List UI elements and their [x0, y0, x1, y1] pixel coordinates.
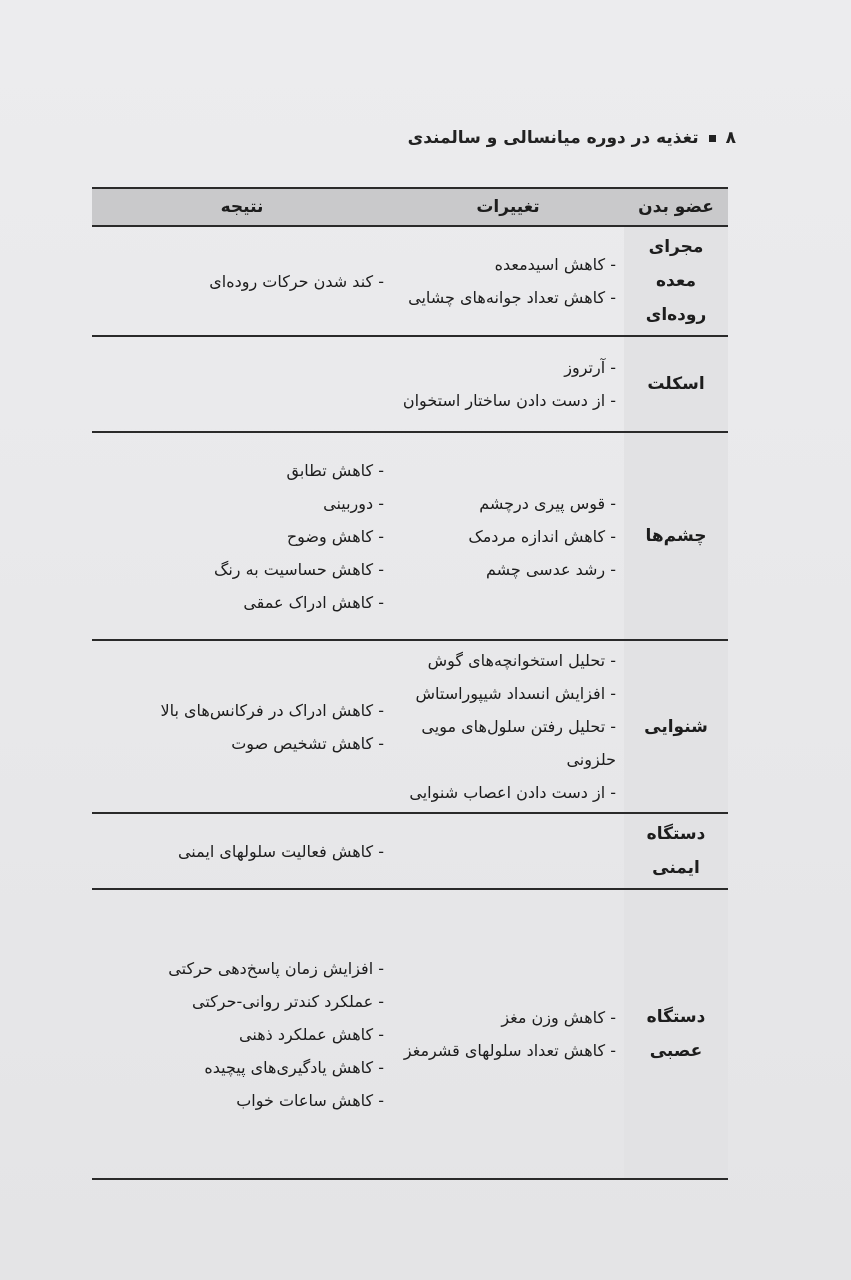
page-header-title: تغذیه در دوره میانسالی و سالمندی [407, 128, 699, 148]
organ-cell: اسکلت [624, 336, 728, 432]
result-cell [92, 432, 392, 640]
header-result: نتیجه [92, 188, 392, 226]
table-body [92, 226, 728, 1179]
change-item: - قوس پیری درچشم [400, 487, 616, 520]
table-row [92, 432, 728, 640]
table-row [92, 813, 728, 889]
organ-cell: مجرای معده روده‌ای [624, 226, 728, 336]
result-item: - کاهش تشخیص صوت [100, 727, 384, 760]
result-cell [92, 889, 392, 1179]
changes-cell [392, 889, 624, 1179]
table-row [92, 640, 728, 813]
result-cell [92, 336, 392, 432]
changes-cell [392, 813, 624, 889]
result-item: - کاهش حساسیت به رنگ [100, 553, 384, 586]
organ-cell: دستگاه ایمنی [624, 813, 728, 889]
change-item: - آرتروز [400, 351, 616, 384]
result-item: - عملکرد کندتر روانی-حرکتی [100, 985, 384, 1018]
result-item: - کاهش تطابق [100, 454, 384, 487]
result-item: - کاهش ادراک در فرکانس‌های بالا [100, 694, 384, 727]
table-header-row [92, 188, 728, 226]
page-header [408, 128, 736, 148]
result-item: - کند شدن حرکات روده‌ای [100, 265, 384, 298]
result-cell [92, 640, 392, 813]
result-item: - کاهش یادگیری‌های پیچیده [100, 1051, 384, 1084]
result-item: - دوربینی [100, 487, 384, 520]
organ-cell: دستگاه عصبی [624, 889, 728, 1179]
header-organ: عضو بدن [624, 188, 728, 226]
result-item: - کاهش ادراک عمقی [100, 586, 384, 619]
result-item: - کاهش ساعات خواب [100, 1084, 384, 1117]
result-item: - افزایش زمان پاسخ‌دهی حرکتی [100, 952, 384, 985]
change-item: - کاهش اندازه مردمک [400, 520, 616, 553]
result-item: - کاهش فعالیت سلولهای ایمنی [100, 835, 384, 868]
result-cell [92, 813, 392, 889]
changes-cell [392, 640, 624, 813]
result-cell [92, 226, 392, 336]
change-item: - کاهش تعداد سلولهای قشرمغز [400, 1034, 616, 1067]
table-row [92, 336, 728, 432]
changes-cell [392, 432, 624, 640]
change-item: - افزایش انسداد شیپوراستاش [400, 677, 616, 710]
bullet-icon [709, 135, 716, 142]
change-item: - از دست دادن اعصاب شنوایی [400, 776, 616, 809]
header-changes: تغییرات [392, 188, 624, 226]
change-item: - رشد عدسی چشم [400, 553, 616, 586]
change-item: - از دست دادن ساختار استخوان [400, 384, 616, 417]
organ-cell: چشم‌ها [624, 432, 728, 640]
organ-cell: شنوایی [624, 640, 728, 813]
aging-changes-table [92, 187, 728, 1180]
table-row [92, 889, 728, 1179]
page-number: ۸ [725, 128, 736, 148]
change-item: - تحلیل رفتن سلول‌های مویی حلزونی [400, 710, 616, 776]
result-item: - کاهش وضوح [100, 520, 384, 553]
change-item: - کاهش وزن مغز [400, 1001, 616, 1034]
changes-cell [392, 226, 624, 336]
change-item: - کاهش تعداد جوانه‌های چشایی [400, 281, 616, 314]
change-item: - کاهش اسیدمعده [400, 248, 616, 281]
changes-cell [392, 336, 624, 432]
change-item: - تحلیل استخوانچه‌های گوش [400, 644, 616, 677]
table-row [92, 226, 728, 336]
result-item: - کاهش عملکرد ذهنی [100, 1018, 384, 1051]
